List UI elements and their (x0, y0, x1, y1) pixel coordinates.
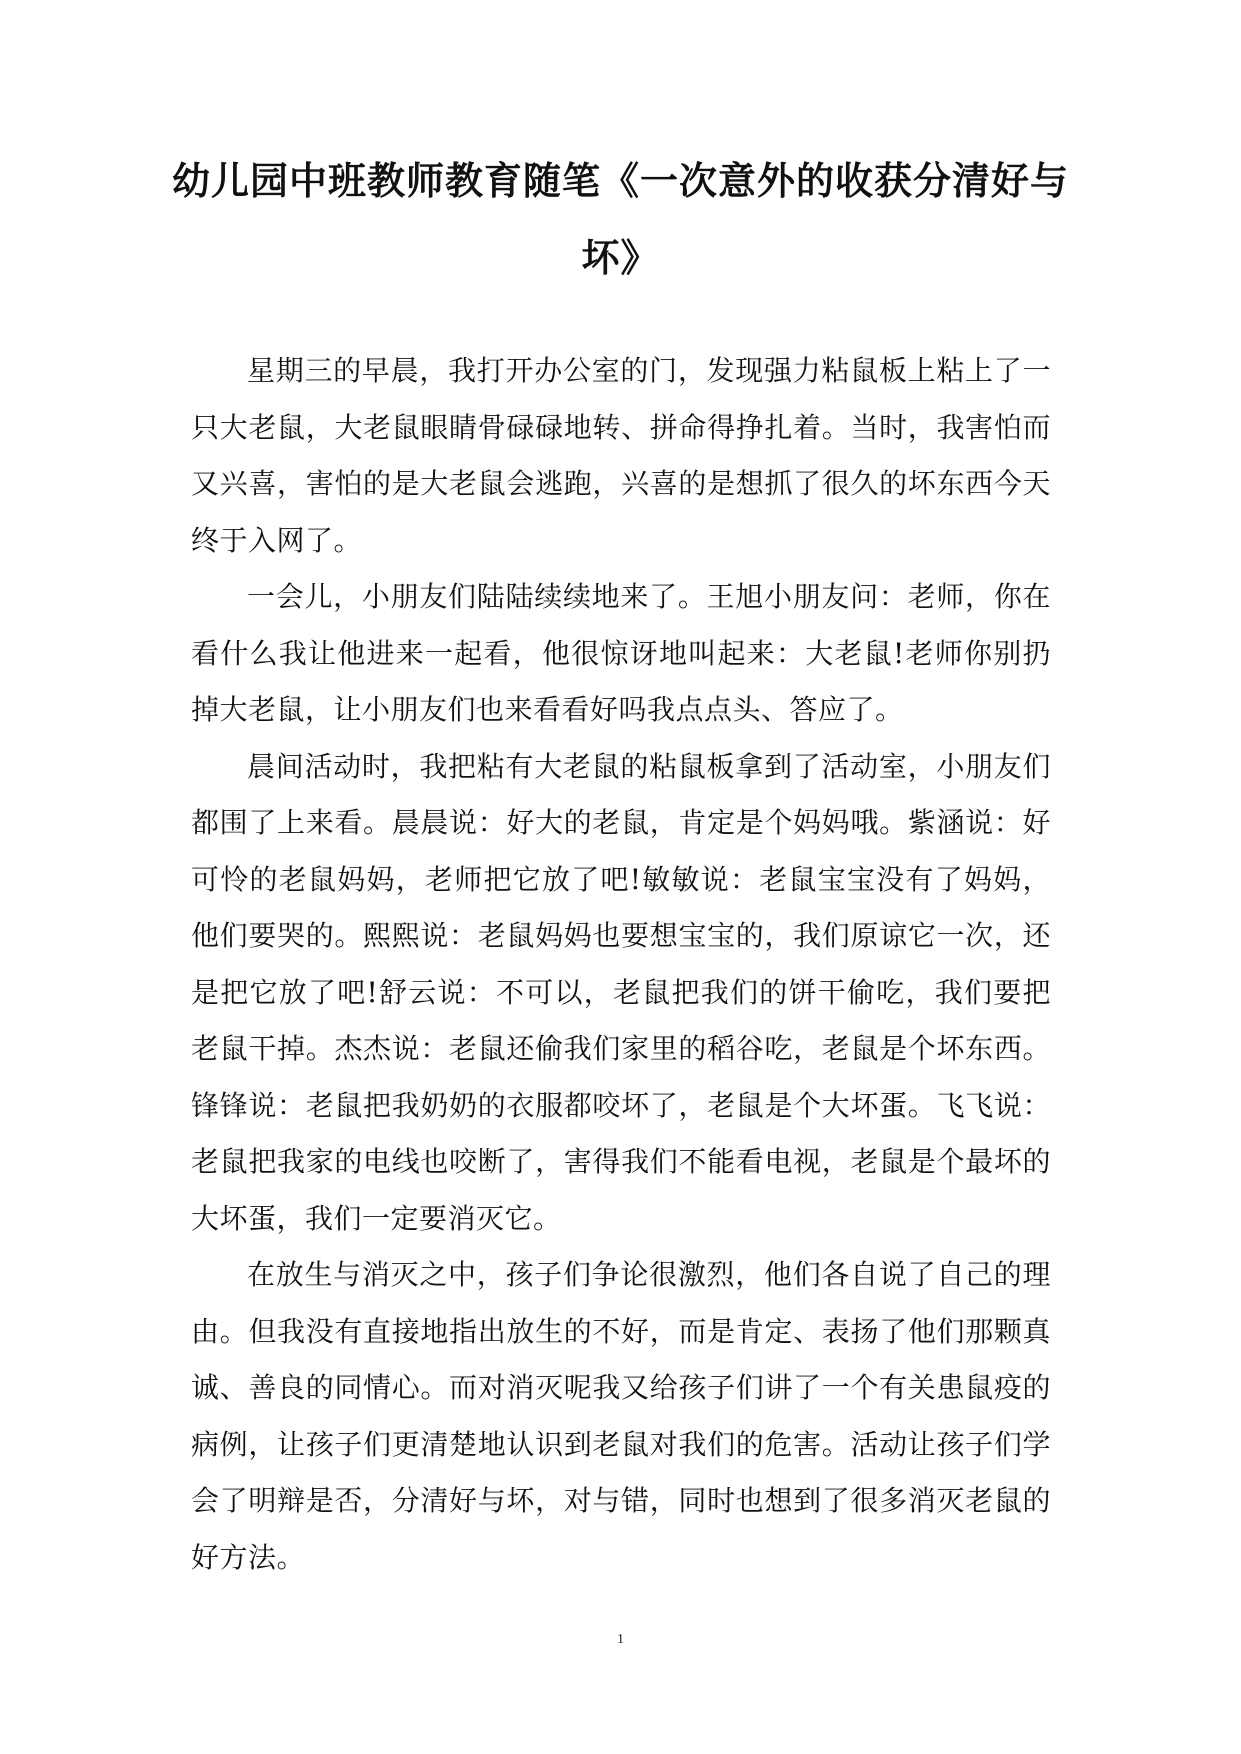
document-body (191, 343, 1051, 1586)
paragraph-2: 一会儿，小朋友们陆陆续续地来了。王旭小朋友问：老师，你在看什么我让他进来一起看，他很惊讶地叫起来：大老鼠!老师你别扔掉大老鼠，让小朋友们也来看看好吗我点点头、答应了。 (191, 580, 1051, 726)
paragraph-4: 在放生与消灭之中，孩子们争论很激烈，他们各自说了自己的理由。但我没有直接地指出放生的不好，而是肯定、表扬了他们那颗真诚、善良的同情心。而对消灭呢我又给孩子们讲了一个有关患鼠疫的病例，让孩子们更清楚地认识到老鼠对我们的危害。活动让孩子们学会了明辩是否，分清好与坏，对与错，同时也想到了很多消灭老鼠的好方法。 (191, 1258, 1051, 1574)
page-number: 1 (617, 1632, 624, 1647)
document-title: 幼儿园中班教师教育随笔《一次意外的收获分清好与坏》 (171, 158, 1069, 280)
paragraph-3: 晨间活动时，我把粘有大老鼠的粘鼠板拿到了活动室，小朋友们都围了上来看。晨晨说：好大的老鼠，肯定是个妈妈哦。紫涵说：好可怜的老鼠妈妈，老师把它放了吧!敏敏说：老鼠宝宝没有了妈妈，他们要哭的。熙熙说：老鼠妈妈也要想宝宝的，我们原谅它一次，还是把它放了吧!舒云说：不可以，老鼠把我们的饼干偷吃，我们要把老鼠干掉。杰杰说：老鼠还偷我们家里的稻谷吃，老鼠是个坏东西。锋锋说：老鼠把我奶奶的衣服都咬坏了，老鼠是个大坏蛋。飞飞说：老鼠把我家的电线也咬断了，害得我们不能看电视，老鼠是个最坏的大坏蛋，我们一定要消灭它。 (191, 749, 1051, 1235)
paragraph-1: 星期三的早晨，我打开办公室的门，发现强力粘鼠板上粘上了一只大老鼠，大老鼠眼睛骨碌碌地转、拼命得挣扎着。当时，我害怕而又兴喜，害怕的是大老鼠会逃跑，兴喜的是想抓了很久的坏东西今天终于入网了。 (191, 354, 1051, 557)
